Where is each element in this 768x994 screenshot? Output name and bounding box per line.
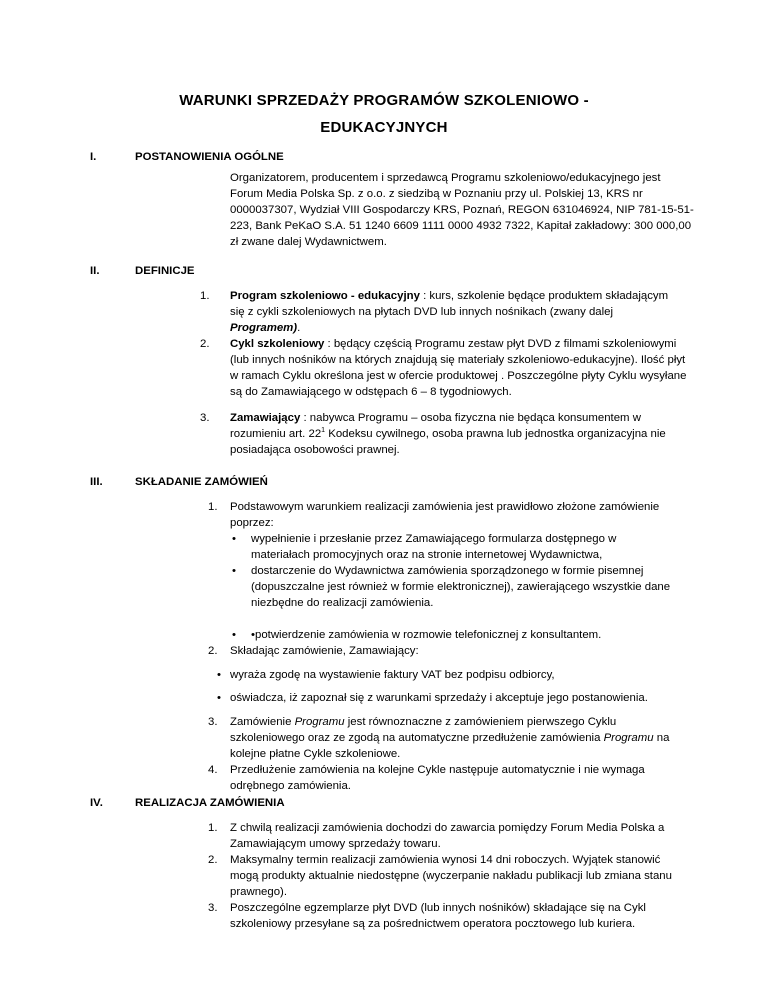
definition-1-text	[230, 288, 685, 336]
definition-1-body: : kurs, szkolenie będące produktem składającym się z cykli szkoleniowych na płytach DVD lub innych nośnikach (zwany dalej	[230, 290, 669, 318]
section-2-title: DEFINICJE	[135, 265, 195, 277]
bullet-marker: •	[217, 692, 221, 704]
order-bullet-3: •potwierdzenie zamówienia w rozmowie telefonicznej z konsultantem.	[251, 629, 602, 641]
order-consent-1: wyraża zgodę na wystawienie faktury VAT bez podpisu odbiorcy,	[230, 669, 555, 681]
definition-1-term: Program szkoleniowo - edukacyjny	[230, 290, 420, 302]
order-item-3-part-c: na kolejne płatne Cykle szkoleniowe.	[230, 732, 670, 760]
delivery-item-2-number: 2.	[208, 854, 218, 866]
definition-3-body-a: : nabywca Programu – osoba fizyczna nie będąca konsumentem w rozumieniu art. 22	[230, 412, 641, 440]
delivery-item-1-number: 1.	[208, 822, 218, 834]
delivery-item-2-text: Maksymalny termin realizacji zamówienia wynosi 14 dni roboczych. Wyjątek stanowić mogą produkty aktualnie niedostępne (wyczerpanie nakładu publikacji lub zmiana stanu prawnego).	[230, 854, 672, 898]
order-consent-2: oświadcza, iż zapoznał się z warunkami sprzedaży i akceptuje jego postanowienia.	[230, 692, 648, 704]
section-2-number: II.	[90, 265, 100, 277]
bullet-marker: •	[232, 629, 236, 641]
definition-2-body: : będący częścią Programu zestaw płyt DVD z filmami szkoleniowymi (lub innych nośników na których znajdują się materiały szkoleniowo-edukacyjne). Ilość płyt w ramach Cyklu określona jest w ofercie produktowej . Poszczególne płyty Cyklu wysyłane są do Zamawiającego w odstępach 6 – 8 tygodniowych.	[230, 338, 687, 398]
definition-3-text	[230, 410, 680, 458]
document-title-line-1: WARUNKI SPRZEDAŻY PROGRAMÓW SZKOLENIOWO -	[179, 92, 589, 109]
order-item-1-number: 1.	[208, 501, 218, 513]
section-1-text: Organizatorem, producentem i sprzedawcą Programu szkoleniowo/edukacyjnego jest Forum Media Polska Sp. z o.o. z siedzibą w Poznaniu przy ul. Polskiej 13, KRS nr 0000037307, Wydział VIII Gospodarczy KRS, Poznań, REGON 631046924, NIP 781-15-51-223, Bank PeKaO S.A. 51 1240 6609 1111 0000 4932 7322, Kapitał zakładowy: 300 000,00 zł zwane dalej Wydawnictwem.	[230, 172, 694, 248]
definition-3-superscript: 1	[321, 427, 326, 435]
definition-1-number: 1.	[200, 290, 210, 302]
definition-3-term: Zamawiający	[230, 412, 301, 424]
delivery-item-3-number: 3.	[208, 902, 218, 914]
order-item-3-italic: Programu	[294, 716, 345, 728]
section-3-number: III.	[90, 476, 103, 488]
definition-2-number: 2.	[200, 338, 210, 350]
definition-3-number: 3.	[200, 412, 210, 424]
order-item-4-text: Przedłużenie zamówienia na kolejne Cykle następuje automatycznie i nie wymaga odrębnego zamówienia.	[230, 764, 645, 792]
section-1-number: I.	[90, 151, 97, 163]
bullet-marker: •	[232, 533, 236, 545]
definition-3-body-b: Kodeksu cywilnego, osoba prawna lub jednostka organizacyjna nie posiadająca osobowości prawnej.	[230, 428, 666, 456]
order-item-3-part-a: Zamówienie	[230, 716, 295, 728]
order-bullet-1: wypełnienie i przesłanie przez Zamawiającego formularza dostępnego w materiałach promocyjnych oraz na stronie internetowej Wydawnictwa,	[251, 533, 617, 561]
order-item-3-text	[230, 714, 670, 762]
delivery-item-1-text: Z chwilą realizacji zamówienia dochodzi do zawarcia pomiędzy Forum Media Polska a Zamawiającym umowy sprzedaży towaru.	[230, 822, 665, 850]
definition-1-end: .	[297, 322, 301, 334]
bullet-marker: •	[232, 565, 236, 577]
section-1-title: POSTANOWIENIA OGÓLNE	[135, 151, 284, 163]
order-item-3-italic-2: Programu	[603, 732, 654, 744]
order-item-2-text: Składając zamówienie, Zamawiający:	[230, 645, 419, 657]
definition-2-text	[230, 336, 688, 400]
definition-1-italic: Programem)	[230, 322, 298, 334]
delivery-item-3-text: Poszczególne egzemplarze płyt DVD (lub innych nośników) składające się na Cykl szkoleniowy przesyłane są za pośrednictwem operatora pocztowego lub kuriera.	[230, 902, 646, 930]
order-item-3-number: 3.	[208, 716, 218, 728]
order-item-3-part-b: jest równoznaczne z zamówieniem pierwszego Cyklu szkoleniowego oraz ze zgodą na automatyczne przedłużenie zamówienia	[230, 716, 617, 744]
bullet-marker: •	[217, 669, 221, 681]
section-3-title: SKŁADANIE ZAMÓWIEŃ	[135, 476, 268, 488]
definition-2-term: Cykl szkoleniowy	[230, 338, 325, 350]
order-item-2-number: 2.	[208, 645, 218, 657]
order-bullet-2: dostarczenie do Wydawnictwa zamówienia sporządzonego w formie pisemnej (dopuszczalne jest również w formie elektronicznej), zawierającego wszystkie dane niezbędne do realizacji zamówienia.	[251, 565, 671, 609]
document-title-line-2: EDUKACYJNYCH	[320, 119, 448, 136]
order-item-1-text: Podstawowym warunkiem realizacji zamówienia jest prawidłowo złożone zamówienie poprzez:	[230, 501, 660, 529]
section-4-number: IV.	[90, 797, 103, 809]
order-item-4-number: 4.	[208, 764, 218, 776]
section-4-title: REALIZACJA ZAMÓWIENIA	[135, 797, 285, 809]
